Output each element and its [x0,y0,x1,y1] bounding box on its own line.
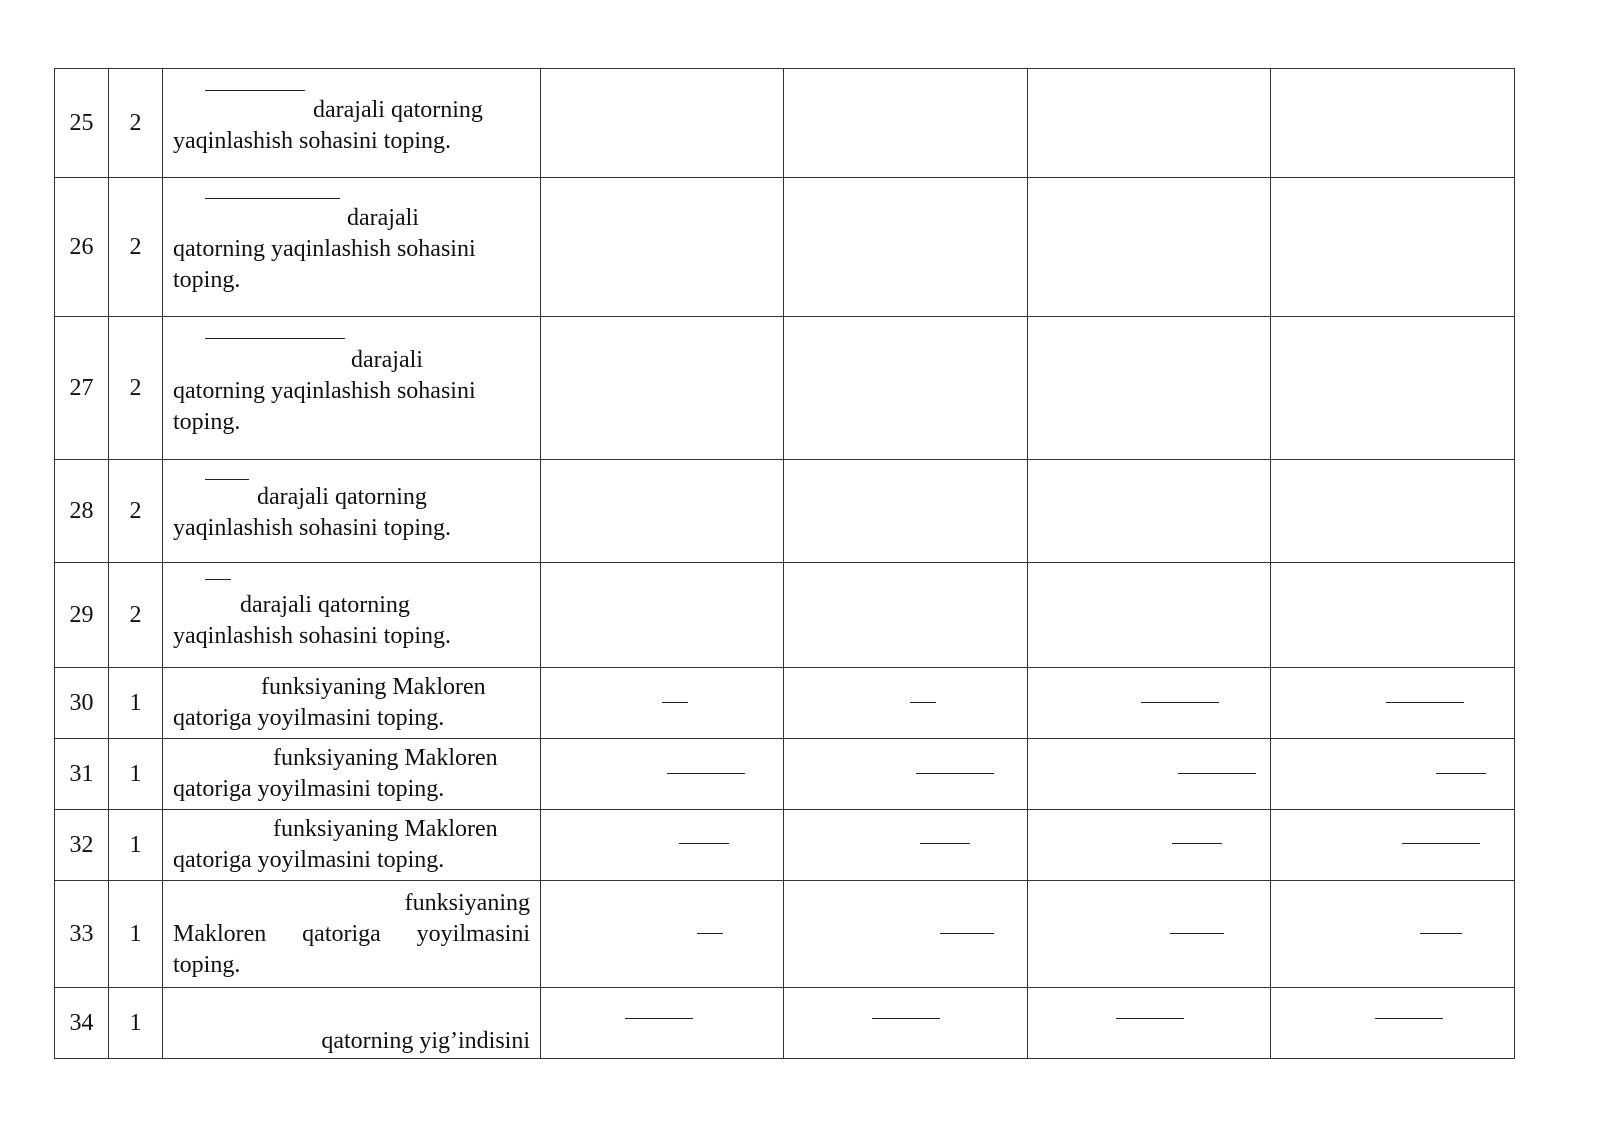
answer-option-a[interactable] [541,988,784,1059]
test-table [54,68,1515,1059]
question-score: 1 [109,881,163,988]
question-number: 27 [55,317,109,460]
answer-formula-line [916,773,994,774]
answer-option-c[interactable] [1028,69,1271,178]
answer-option-d[interactable] [1271,988,1515,1059]
answer-option-b[interactable] [784,739,1028,810]
answer-option-b[interactable] [784,563,1028,668]
question-score: 1 [109,739,163,810]
answer-option-c[interactable] [1028,881,1271,988]
answer-option-b[interactable] [784,810,1028,881]
question-cell: darajali qatorning yaqinlashish sohasini toping. [163,69,541,178]
question-number: 28 [55,460,109,563]
answer-option-c[interactable] [1028,460,1271,563]
answer-option-b[interactable] [784,178,1028,317]
answer-formula-line [1116,1018,1184,1019]
answer-formula-line [697,933,723,934]
answer-option-b[interactable] [784,317,1028,460]
formula-fraction-line [205,579,231,580]
question-cell: darajali qatorning yaqinlashish sohasini toping. [163,460,541,563]
answer-option-b[interactable] [784,988,1028,1059]
question-score: 2 [109,563,163,668]
answer-formula-line [1141,702,1219,703]
answer-option-a[interactable] [541,810,784,881]
question-cell: darajali qatorning yaqinlashish sohasini toping. [163,178,541,317]
answer-option-d[interactable] [1271,881,1515,988]
question-cell: funksiyaning Makloren qatoriga yoyilmasini toping. [163,881,541,988]
question-score: 1 [109,810,163,881]
question-number: 32 [55,810,109,881]
answer-formula-line [940,933,994,934]
answer-option-b[interactable] [784,69,1028,178]
answer-formula-line [910,702,936,703]
answer-option-a[interactable] [541,668,784,739]
question-cell: funksiyaning Makloren qatoriga yoyilmasini toping. [163,668,541,739]
answer-option-c[interactable] [1028,178,1271,317]
answer-option-d[interactable] [1271,739,1515,810]
question-cell: darajali qatorning yaqinlashish sohasini toping. [163,563,541,668]
table-row [55,739,1515,810]
question-number: 33 [55,881,109,988]
answer-option-c[interactable] [1028,810,1271,881]
answer-option-d[interactable] [1271,460,1515,563]
answer-option-d[interactable] [1271,668,1515,739]
formula-fraction-line [205,338,345,339]
answer-formula-line [1420,933,1462,934]
table-row [55,460,1515,563]
question-cell: qatorning yig’indisini [163,988,541,1059]
answer-option-a[interactable] [541,69,784,178]
question-number: 34 [55,988,109,1059]
question-score: 2 [109,178,163,317]
answer-option-b[interactable] [784,668,1028,739]
answer-formula-line [625,1018,693,1019]
answer-formula-line [679,843,729,844]
question-score: 1 [109,988,163,1059]
question-cell: funksiyaning Makloren qatoriga yoyilmasini toping. [163,810,541,881]
question-number: 31 [55,739,109,810]
table-row [55,317,1515,460]
answer-option-c[interactable] [1028,668,1271,739]
answer-formula-line [920,843,970,844]
question-score: 1 [109,668,163,739]
question-number: 29 [55,563,109,668]
question-cell: funksiyaning Makloren qatoriga yoyilmasini toping. [163,739,541,810]
question-number: 25 [55,69,109,178]
table-row [55,881,1515,988]
answer-formula-line [1402,843,1480,844]
answer-option-a[interactable] [541,178,784,317]
table-row [55,69,1515,178]
table-row [55,563,1515,668]
formula-fraction-line [205,479,249,480]
answer-option-d[interactable] [1271,563,1515,668]
answer-formula-line [1172,843,1222,844]
answer-option-b[interactable] [784,881,1028,988]
answer-option-c[interactable] [1028,563,1271,668]
answer-formula-line [1436,773,1486,774]
answer-formula-line [872,1018,940,1019]
answer-option-d[interactable] [1271,810,1515,881]
answer-formula-line [1178,773,1256,774]
formula-fraction-line [205,198,340,199]
answer-formula-line [667,773,745,774]
answer-formula-line [1375,1018,1443,1019]
answer-option-d[interactable] [1271,178,1515,317]
answer-option-a[interactable] [541,881,784,988]
answer-formula-line [662,702,688,703]
table-row [55,668,1515,739]
formula-fraction-line [205,90,305,91]
answer-option-c[interactable] [1028,739,1271,810]
question-score: 2 [109,317,163,460]
answer-option-c[interactable] [1028,988,1271,1059]
answer-option-d[interactable] [1271,69,1515,178]
answer-formula-line [1386,702,1464,703]
answer-option-d[interactable] [1271,317,1515,460]
answer-option-b[interactable] [784,460,1028,563]
question-score: 2 [109,460,163,563]
table-row [55,988,1515,1059]
answer-option-a[interactable] [541,460,784,563]
question-number: 26 [55,178,109,317]
question-score: 2 [109,69,163,178]
question-cell: darajali qatorning yaqinlashish sohasini toping. [163,317,541,460]
answer-option-c[interactable] [1028,317,1271,460]
table-row [55,810,1515,881]
answer-option-a[interactable] [541,739,784,810]
answer-option-a[interactable] [541,317,784,460]
table-row [55,178,1515,317]
question-number: 30 [55,668,109,739]
answer-formula-line [1170,933,1224,934]
answer-option-a[interactable] [541,563,784,668]
